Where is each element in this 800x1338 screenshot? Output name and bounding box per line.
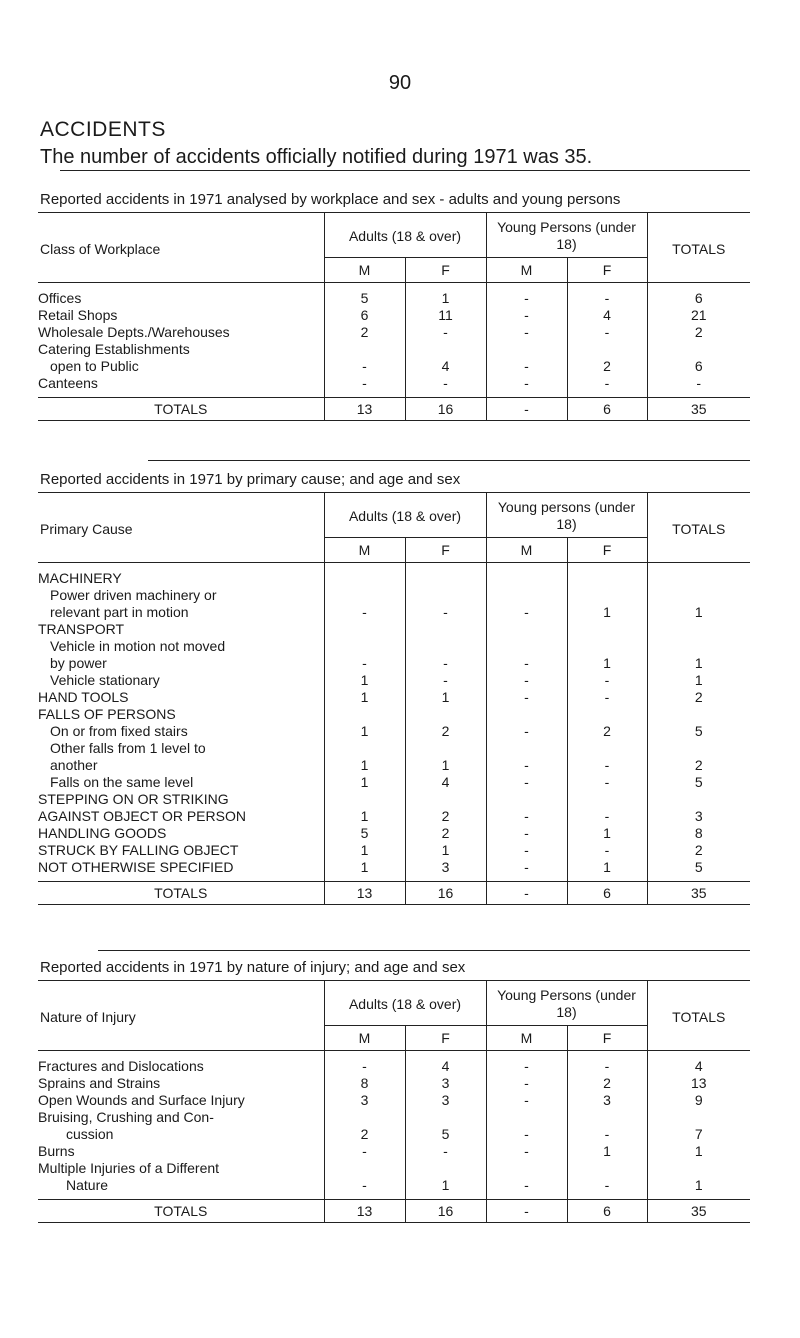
total-cell: 1 xyxy=(694,603,703,620)
adults-female-total-cell: 16 xyxy=(405,1199,486,1222)
table-row xyxy=(38,858,750,882)
young-female-cell xyxy=(567,739,647,756)
young-female-cell: 1 xyxy=(567,1142,647,1159)
adults-male-cell: 1 xyxy=(324,756,405,773)
row-label: FALLS OF PERSONS xyxy=(38,705,176,722)
young-male-cell xyxy=(486,637,567,654)
adults-male-cell: 2 xyxy=(324,1125,405,1142)
table-row xyxy=(38,323,750,340)
young-female-cell: - xyxy=(567,1176,647,1200)
young-female-cell xyxy=(567,790,647,807)
row-label: Wholesale Depts./Warehouses xyxy=(38,323,230,340)
young-female-cell xyxy=(567,705,647,722)
row-label: Offices xyxy=(38,289,82,306)
young-female-cell: 1 xyxy=(567,824,647,841)
injury-rows xyxy=(38,1050,750,1222)
row-label: Canteens xyxy=(38,374,98,391)
adults-female-cell xyxy=(405,340,486,357)
young-male-cell: - xyxy=(486,671,567,688)
workplace-rows xyxy=(38,282,750,420)
total-cell xyxy=(647,637,750,654)
young-male-cell xyxy=(486,562,567,586)
row-label: Bruising, Crushing and Con- xyxy=(38,1108,214,1125)
young-male-cell xyxy=(486,739,567,756)
row-label: Fractures and Dislocations xyxy=(38,1057,204,1074)
table-row xyxy=(38,1142,750,1159)
adults-male-cell xyxy=(324,1108,405,1125)
total-cell: 2 xyxy=(694,323,703,340)
table-row xyxy=(38,340,750,357)
adults-female-cell: 3 xyxy=(405,1074,486,1091)
total-cell xyxy=(647,586,750,603)
young-male-cell xyxy=(486,586,567,603)
young-male-cell xyxy=(486,1159,567,1176)
young-persons-header: Young Persons (under 18) xyxy=(486,213,647,257)
row-label: TRANSPORT xyxy=(38,620,125,637)
young-male-cell: - xyxy=(486,1074,567,1091)
adults-male-cell: - xyxy=(324,1050,405,1074)
table-row xyxy=(38,1125,750,1142)
adults-female-cell xyxy=(405,637,486,654)
adults-female-cell xyxy=(405,1159,486,1176)
young-female-cell: - xyxy=(567,756,647,773)
total-cell: 7 xyxy=(694,1125,703,1142)
adults-male-cell xyxy=(324,790,405,807)
adults-male-cell: - xyxy=(324,1176,405,1200)
cause-rows xyxy=(38,562,750,904)
table-row xyxy=(38,1091,750,1108)
injury-table xyxy=(38,981,750,1223)
row-label: by power xyxy=(50,654,107,671)
total-cell: 6 xyxy=(694,357,703,374)
row-label: NOT OTHERWISE SPECIFIED xyxy=(38,858,234,875)
row-label: Catering Establishments xyxy=(38,340,190,357)
young-female-cell: - xyxy=(567,323,647,340)
adults-male-cell: 1 xyxy=(324,773,405,790)
adults-female-header: F xyxy=(405,537,486,562)
adults-female-cell: - xyxy=(405,323,486,340)
young-female-cell: - xyxy=(567,374,647,398)
table-row xyxy=(38,637,750,654)
workplace-table-title: Reported accidents in 1971 analysed by workplace and sex - adults and young persons xyxy=(40,191,621,208)
adults-male-cell: 3 xyxy=(324,1091,405,1108)
young-female-cell xyxy=(567,562,647,586)
adults-male-cell: 1 xyxy=(324,722,405,739)
total-cell xyxy=(647,1108,750,1125)
adults-male-cell: 5 xyxy=(324,824,405,841)
row-label: Nature xyxy=(66,1176,109,1193)
adults-male-cell: - xyxy=(324,357,405,374)
table-row xyxy=(38,620,750,637)
totals-row xyxy=(38,397,750,420)
row-label: Power driven machinery or xyxy=(50,586,217,603)
adults-male-total-cell: 13 xyxy=(324,397,405,420)
young-male-cell: - xyxy=(486,1142,567,1159)
young-male-cell: - xyxy=(486,357,567,374)
adults-female-cell: - xyxy=(405,1142,486,1159)
young-male-cell: - xyxy=(486,603,567,620)
total-cell: 1 xyxy=(694,1142,703,1159)
adults-female-cell: - xyxy=(405,374,486,398)
young-male-cell xyxy=(486,790,567,807)
table-row xyxy=(38,1050,750,1074)
injury-table-title: Reported accidents in 1971 by nature of injury; and age and sex xyxy=(40,959,466,976)
young-male-header: M xyxy=(486,257,567,282)
total-cell xyxy=(647,562,750,586)
young-female-cell: - xyxy=(567,807,647,824)
table-row xyxy=(38,1159,750,1176)
young-female-cell: 2 xyxy=(567,357,647,374)
row-label: STRUCK BY FALLING OBJECT xyxy=(38,841,239,858)
adults-male-header: M xyxy=(324,537,405,562)
adults-male-total-cell: 13 xyxy=(324,881,405,904)
total-total-cell: 35 xyxy=(647,397,750,420)
table-row xyxy=(38,841,750,858)
nature-of-injury-header: Nature of Injury xyxy=(40,1008,136,1025)
young-female-cell: 3 xyxy=(567,1091,647,1108)
young-male-header: M xyxy=(486,1025,567,1050)
totals-label: TOTALS xyxy=(38,1199,324,1222)
adults-male-header: M xyxy=(324,1025,405,1050)
young-female-total-cell: 6 xyxy=(567,1199,647,1222)
adults-female-cell: 4 xyxy=(405,1050,486,1074)
young-female-total-cell: 6 xyxy=(567,397,647,420)
young-female-total-cell: 6 xyxy=(567,881,647,904)
total-cell: 6 xyxy=(694,289,703,306)
adults-male-cell xyxy=(324,620,405,637)
total-cell: 1 xyxy=(694,1176,703,1193)
total-cell: 2 xyxy=(694,688,703,705)
totals-label: TOTALS xyxy=(38,397,324,420)
adults-male-cell: 1 xyxy=(324,841,405,858)
row-label: Open Wounds and Surface Injury xyxy=(38,1091,245,1108)
young-male-cell: - xyxy=(486,323,567,340)
adults-female-cell xyxy=(405,562,486,586)
table-row xyxy=(38,603,750,620)
adults-male-cell: - xyxy=(324,654,405,671)
total-cell: 4 xyxy=(694,1057,703,1074)
young-female-cell: - xyxy=(567,773,647,790)
table-row xyxy=(38,306,750,323)
young-male-cell: - xyxy=(486,841,567,858)
adults-female-total-cell: 16 xyxy=(405,397,486,420)
young-female-cell: 1 xyxy=(567,654,647,671)
young-female-header: F xyxy=(567,537,647,562)
young-female-header: F xyxy=(567,1025,647,1050)
adults-male-cell: - xyxy=(324,1142,405,1159)
row-label: Falls on the same level xyxy=(50,773,194,790)
cause-section xyxy=(38,460,750,905)
adults-female-cell: 11 xyxy=(405,306,486,323)
table-row xyxy=(38,586,750,603)
table-row xyxy=(38,671,750,688)
row-label: On or from fixed stairs xyxy=(50,722,188,739)
row-label: Retail Shops xyxy=(38,306,118,323)
table-row xyxy=(38,739,750,756)
total-cell: 1 xyxy=(694,671,703,688)
young-male-cell xyxy=(486,620,567,637)
adults-male-cell: 1 xyxy=(324,671,405,688)
young-female-cell xyxy=(567,1159,647,1176)
total-total-cell: 35 xyxy=(647,1199,750,1222)
adults-female-cell xyxy=(405,586,486,603)
young-female-cell xyxy=(567,340,647,357)
adults-male-cell: 5 xyxy=(324,282,405,306)
adults-female-cell: 1 xyxy=(405,688,486,705)
adults-male-cell: 1 xyxy=(324,858,405,882)
adults-male-cell xyxy=(324,705,405,722)
young-female-cell: - xyxy=(567,282,647,306)
adults-female-cell: 2 xyxy=(405,807,486,824)
adults-male-cell xyxy=(324,586,405,603)
totals-header: TOTALS xyxy=(672,1008,726,1025)
table-row xyxy=(38,562,750,586)
cause-table-title: Reported accidents in 1971 by primary cause; and age and sex xyxy=(40,471,461,488)
adults-female-cell: 1 xyxy=(405,756,486,773)
row-label: Vehicle stationary xyxy=(50,671,160,688)
young-male-cell: - xyxy=(486,858,567,882)
young-female-cell xyxy=(567,586,647,603)
table-row xyxy=(38,790,750,807)
workplace-section xyxy=(38,170,750,421)
totals-header: TOTALS xyxy=(672,240,726,257)
young-male-cell xyxy=(486,1108,567,1125)
injury-section xyxy=(38,950,750,1223)
young-male-cell: - xyxy=(486,807,567,824)
total-cell: 2 xyxy=(694,756,703,773)
adults-female-cell: 4 xyxy=(405,773,486,790)
young-persons-header: Young persons (under 18) xyxy=(486,493,647,537)
total-cell: - xyxy=(696,374,702,391)
young-male-cell: - xyxy=(486,654,567,671)
total-cell xyxy=(647,620,750,637)
adults-female-cell xyxy=(405,739,486,756)
adults-header: Adults (18 & over) xyxy=(324,213,486,257)
totals-label: TOTALS xyxy=(38,881,324,904)
adults-female-cell: - xyxy=(405,654,486,671)
young-persons-header: Young Persons (under 18) xyxy=(486,981,647,1025)
young-female-cell: - xyxy=(567,1050,647,1074)
young-male-cell xyxy=(486,340,567,357)
adults-female-cell: - xyxy=(405,671,486,688)
young-male-cell xyxy=(486,705,567,722)
total-cell: 5 xyxy=(694,773,703,790)
young-female-cell: - xyxy=(567,671,647,688)
young-male-cell: - xyxy=(486,1091,567,1108)
row-label: HANDLING GOODS xyxy=(38,824,167,841)
totals-row xyxy=(38,881,750,904)
young-male-cell: - xyxy=(486,722,567,739)
table-row xyxy=(38,1108,750,1125)
page-title: ACCIDENTS xyxy=(40,118,166,141)
table-row xyxy=(38,688,750,705)
table-row xyxy=(38,705,750,722)
adults-female-cell: 5 xyxy=(405,1125,486,1142)
row-label: Other falls from 1 level to xyxy=(50,739,206,756)
adults-female-cell: 1 xyxy=(405,1176,486,1200)
intro-text: The number of accidents officially notified during 1971 was 35. xyxy=(40,146,593,168)
cause-table xyxy=(38,493,750,905)
adults-header: Adults (18 & over) xyxy=(324,493,486,537)
adults-female-cell: 3 xyxy=(405,858,486,882)
table-row xyxy=(38,654,750,671)
adults-female-cell xyxy=(405,790,486,807)
row-label: Sprains and Strains xyxy=(38,1074,161,1091)
class-of-workplace-header: Class of Workplace xyxy=(40,240,161,257)
young-female-header: F xyxy=(567,257,647,282)
young-male-total-cell: - xyxy=(486,397,567,420)
adults-male-cell xyxy=(324,562,405,586)
young-female-cell xyxy=(567,637,647,654)
young-male-cell: - xyxy=(486,306,567,323)
adults-male-header: M xyxy=(324,257,405,282)
table-row xyxy=(38,357,750,374)
total-cell xyxy=(647,705,750,722)
row-label: Multiple Injuries of a Different xyxy=(38,1159,220,1176)
young-female-cell: 4 xyxy=(567,306,647,323)
young-male-total-cell: - xyxy=(486,881,567,904)
adults-female-cell: - xyxy=(405,603,486,620)
total-cell: 21 xyxy=(690,306,707,323)
young-male-total-cell: - xyxy=(486,1199,567,1222)
total-cell: 9 xyxy=(694,1091,703,1108)
adults-female-cell: 2 xyxy=(405,722,486,739)
adults-male-cell: 8 xyxy=(324,1074,405,1091)
total-cell xyxy=(647,790,750,807)
row-label: AGAINST OBJECT OR PERSON xyxy=(38,807,246,824)
total-cell: 5 xyxy=(694,722,703,739)
adults-male-cell: 6 xyxy=(324,306,405,323)
adults-female-cell xyxy=(405,620,486,637)
total-total-cell: 35 xyxy=(647,881,750,904)
adults-male-cell xyxy=(324,340,405,357)
row-label: MACHINERY xyxy=(38,569,122,586)
adults-male-cell xyxy=(324,1159,405,1176)
young-male-cell: - xyxy=(486,282,567,306)
young-female-cell: 1 xyxy=(567,603,647,620)
adults-female-cell xyxy=(405,705,486,722)
young-male-cell: - xyxy=(486,1176,567,1200)
table-row xyxy=(38,1074,750,1091)
row-label: relevant part in motion xyxy=(50,603,189,620)
adults-female-header: F xyxy=(405,1025,486,1050)
total-cell: 1 xyxy=(694,654,703,671)
adults-male-cell xyxy=(324,637,405,654)
row-label: HAND TOOLS xyxy=(38,688,129,705)
row-label: cussion xyxy=(66,1125,114,1142)
total-cell: 2 xyxy=(694,841,703,858)
totals-header: TOTALS xyxy=(672,520,726,537)
primary-cause-header: Primary Cause xyxy=(40,520,133,537)
adults-male-total-cell: 13 xyxy=(324,1199,405,1222)
young-female-cell: - xyxy=(567,1125,647,1142)
young-male-cell: - xyxy=(486,773,567,790)
young-male-cell: - xyxy=(486,1050,567,1074)
young-female-cell xyxy=(567,620,647,637)
table-row xyxy=(38,722,750,739)
workplace-table xyxy=(38,213,750,421)
young-female-cell: 2 xyxy=(567,1074,647,1091)
page-number: 90 xyxy=(388,72,412,94)
adults-female-cell: 1 xyxy=(405,841,486,858)
young-female-cell: - xyxy=(567,841,647,858)
young-male-cell: - xyxy=(486,756,567,773)
adults-female-cell: 3 xyxy=(405,1091,486,1108)
table-row xyxy=(38,1176,750,1200)
table-row xyxy=(38,282,750,306)
adults-male-cell: - xyxy=(324,374,405,398)
table-row xyxy=(38,374,750,398)
total-cell: 8 xyxy=(694,824,703,841)
total-cell xyxy=(647,739,750,756)
adults-female-cell: 4 xyxy=(405,357,486,374)
total-cell: 13 xyxy=(690,1074,707,1091)
row-label: STEPPING ON OR STRIKING xyxy=(38,790,229,807)
young-male-cell: - xyxy=(486,688,567,705)
young-male-cell: - xyxy=(486,374,567,398)
young-male-header: M xyxy=(486,537,567,562)
table-row xyxy=(38,807,750,824)
total-cell: 3 xyxy=(694,807,703,824)
young-male-cell: - xyxy=(486,824,567,841)
row-label: Burns xyxy=(38,1142,75,1159)
adults-female-cell: 1 xyxy=(405,282,486,306)
row-label: another xyxy=(50,756,98,773)
total-cell: 5 xyxy=(694,858,703,875)
adults-male-cell: 1 xyxy=(324,688,405,705)
adults-female-header: F xyxy=(405,257,486,282)
row-label: Vehicle in motion not moved xyxy=(50,637,226,654)
adults-female-total-cell: 16 xyxy=(405,881,486,904)
adults-female-cell: 2 xyxy=(405,824,486,841)
table-row xyxy=(38,756,750,773)
young-female-cell: 2 xyxy=(567,722,647,739)
young-female-cell: 1 xyxy=(567,858,647,882)
total-cell xyxy=(647,340,750,357)
totals-row xyxy=(38,1199,750,1222)
adults-female-cell xyxy=(405,1108,486,1125)
adults-male-cell: - xyxy=(324,603,405,620)
table-row xyxy=(38,773,750,790)
adults-header: Adults (18 & over) xyxy=(324,981,486,1025)
young-female-cell xyxy=(567,1108,647,1125)
adults-male-cell xyxy=(324,739,405,756)
row-label: open to Public xyxy=(50,357,139,374)
young-female-cell: - xyxy=(567,688,647,705)
adults-male-cell: 2 xyxy=(324,323,405,340)
young-male-cell: - xyxy=(486,1125,567,1142)
total-cell xyxy=(647,1159,750,1176)
table-row xyxy=(38,824,750,841)
adults-male-cell: 1 xyxy=(324,807,405,824)
